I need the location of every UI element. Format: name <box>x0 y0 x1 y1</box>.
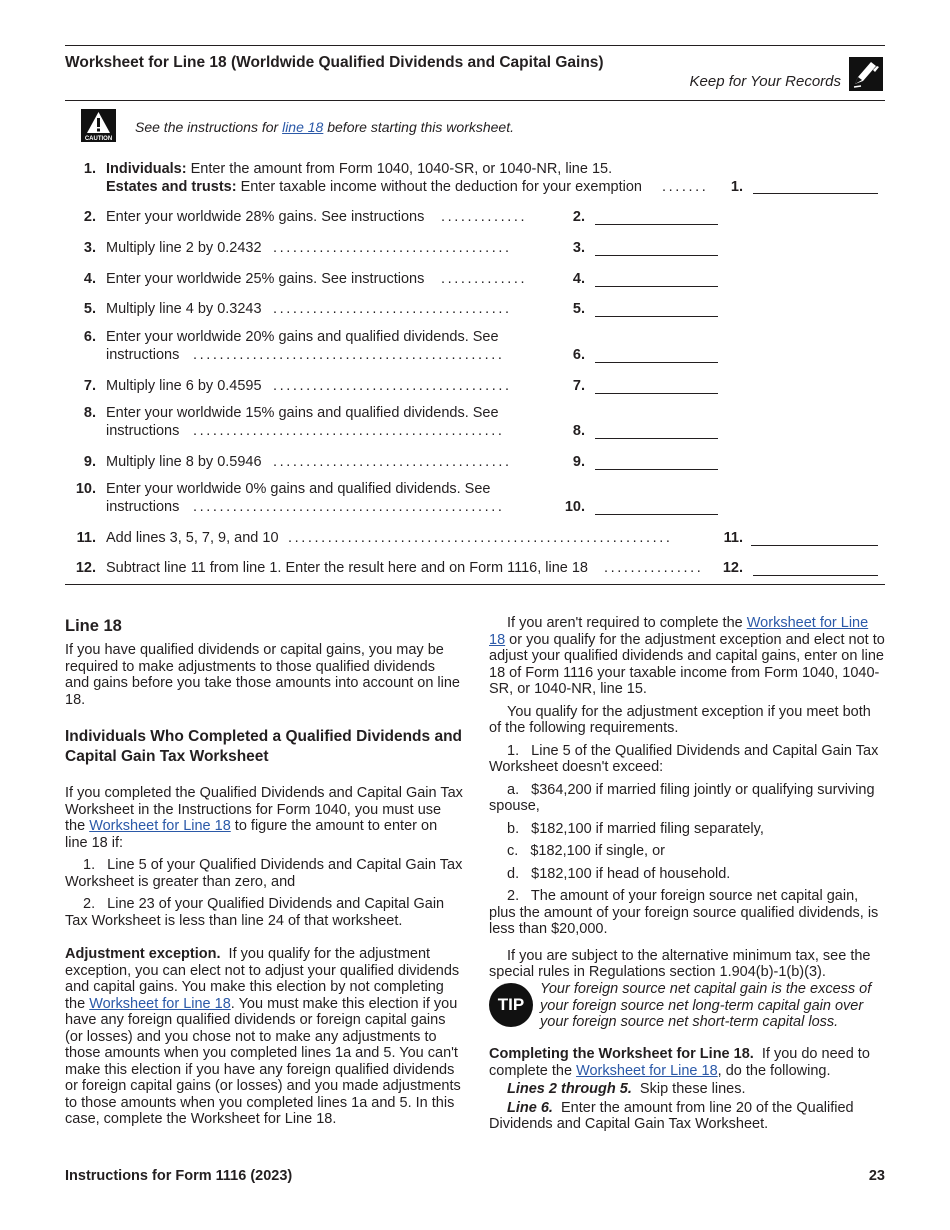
not-required-para: If you aren't required to complete the Worksheet for Line 18 or you qualify for the adjustment exception and elect not to adjust your qualified dividends and capital gains, enter on line 18 of Form 1116 your taxable income from Form 1040, 1040-SR, or 1040-NR, line 15. <box>489 615 885 697</box>
requirement-1b: b. $182,100 if married filing separately, <box>507 820 764 837</box>
keep-for-records: Keep for Your Records <box>689 73 841 90</box>
requirement-1a: a. $364,200 if married filing jointly or qualifying surviving spouse, <box>489 781 879 814</box>
condition-2: 2. Line 23 of your Qualified Dividends and Capital Gain Tax Worksheet is less than line 24 of that worksheet. <box>65 896 448 929</box>
line-8-entry[interactable] <box>595 438 718 439</box>
line-7-entry[interactable] <box>595 393 718 394</box>
requirement-2: 2. The amount of your foreign source net capital gain, plus the amount of your foreign source qualified dividends, is less than $20,000. <box>489 888 883 937</box>
line-1-entry[interactable] <box>753 193 878 194</box>
completing-section <box>489 1046 885 1139</box>
line-10-entry[interactable] <box>595 514 718 515</box>
pencil-icon <box>849 57 883 91</box>
caution-text: See the instructions for line 18 before starting this worksheet. <box>135 119 514 135</box>
worksheet-title: Worksheet for Line 18 (Worldwide Qualified Dividends and Capital Gains) <box>65 54 604 71</box>
individuals-para: If you completed the Qualified Dividends and Capital Gain Tax Worksheet in the Instructions for Form 1040, you must use the Worksheet for Line 18 to figure the amount to enter on line 18 if: <box>65 785 463 851</box>
line-12-entry[interactable] <box>753 575 878 576</box>
tip-icon: TIP <box>489 983 533 1027</box>
tip-text: Your foreign source net capital gain is the excess of your foreign source net long-term capital gain over your foreign source net short-term capital loss. <box>540 981 872 1030</box>
worksheet-line-18-link-4[interactable]: Worksheet for Line 18 <box>576 1062 718 1079</box>
completing-para: Completing the Worksheet for Line 18. If you do need to complete the Worksheet for Line 18, do the following. <box>489 1046 874 1079</box>
line-2-entry[interactable] <box>595 224 718 225</box>
line-6-entry[interactable] <box>595 362 718 363</box>
line-18-intro: If you have qualified dividends or capital gains, you may be required to make adjustments to those qualified dividends and gains before you take those amounts into account on line 18. <box>65 642 460 708</box>
qualify-para: You qualify for the adjustment exception if you meet both of the following requirements. <box>489 703 871 736</box>
condition-1: 1. Line 5 of your Qualified Dividends and Capital Gain Tax Worksheet is greater than zero, and <box>65 857 467 890</box>
worksheet-line-18-link[interactable]: Worksheet for Line 18 <box>89 818 231 834</box>
worksheet-line-18-link-2[interactable]: Worksheet for Line 18 <box>89 995 231 1012</box>
requirement-1d: d. $182,100 if head of household. <box>507 865 731 882</box>
adjustment-exception: Adjustment exception. If you qualify for the adjustment exception, you can elect not to adjust your qualified dividends and capital gains. You make this election by not completing the Worksheet for Line 18. You must make this election if you have any foreign qualified dividends or foreign capital gains (or losses) and you chose not to make any adjustments to those amounts when you completed lines 1a and 5. You can't make this election if you have any foreign qualified dividends or foreign capital gains (or losses) and you made adjustments to those amounts when you completed lines 1a and 5. In this case, complete the Worksheet for Line 18. <box>65 946 465 1127</box>
lines-2-5-para: Lines 2 through 5. Skip these lines. <box>507 1081 746 1097</box>
caution-label: CAUTION <box>84 136 113 142</box>
caution-icon <box>81 109 116 142</box>
requirement-1c: c. $182,100 if single, or <box>507 843 665 859</box>
footer-title: Instructions for Form 1116 (2023) <box>65 1168 293 1184</box>
line-6-para: Line 6. Enter the amount from line 20 of the Qualified Dividends and Capital Gain Tax Worksheet. <box>489 1099 858 1132</box>
left-column <box>65 616 467 1134</box>
line-4-entry[interactable] <box>595 286 718 287</box>
line-3-entry[interactable] <box>595 255 718 256</box>
worksheet-line-18-link-3[interactable]: Worksheet for Line 18 <box>489 615 869 648</box>
requirement-1: 1. Line 5 of the Qualified Dividends and Capital Gain Tax Worksheet doesn't exceed: <box>489 742 883 775</box>
heading-individuals: Individuals Who Completed a Qualified Dividends and Capital Gain Tax Worksheet <box>65 728 463 765</box>
right-column <box>489 615 885 987</box>
line-5-entry[interactable] <box>595 316 718 317</box>
heading-line-18: Line 18 <box>65 617 122 635</box>
line-18-link[interactable]: line 18 <box>282 119 324 135</box>
line-9-entry[interactable] <box>595 469 718 470</box>
page-number: 23 <box>868 1168 885 1184</box>
amt-para: If you are subject to the alternative minimum tax, see the special rules in Regulations section 1.904(b)-1(b)(3). <box>489 947 871 980</box>
top-rule <box>65 45 885 46</box>
line-11-entry[interactable] <box>751 545 878 546</box>
header-rule <box>65 100 885 101</box>
worksheet-bottom-rule <box>65 584 885 585</box>
